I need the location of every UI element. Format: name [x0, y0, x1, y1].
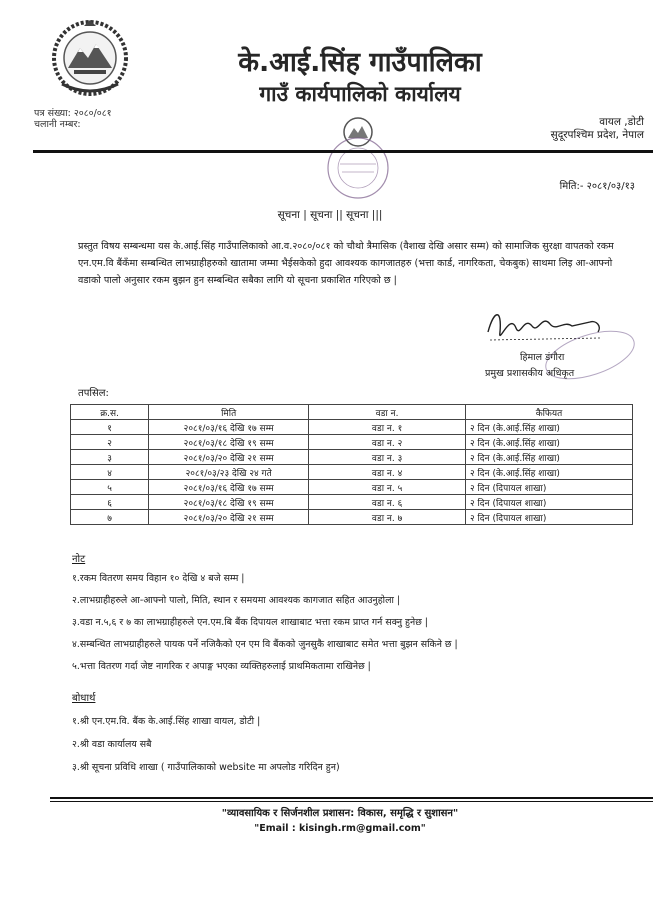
- notes-list: [72, 568, 642, 678]
- signatory-name: हिमाल डंगौरा: [520, 352, 565, 363]
- cc-item: ३.श्री सूचना प्रविधि शाखा ( गाउँपालिकाको website मा अपलोड गरिदिन हुन): [72, 762, 340, 773]
- note-item: ३.वडा न.५,६ र ७ का लाभग्राहीहरुले एन.एम.बि बैंक दिपायल शाखाबाट भत्ता रकम प्राप्त गर्न सक्नु हुनेछ |: [72, 617, 428, 628]
- column-header-ward: वडा न.: [309, 405, 466, 420]
- notice-heading: सूचना | सूचना || सूचना |||: [277, 209, 383, 221]
- cc-item: १.श्री एन.एम.वि. बैंक के.आई.सिंह शाखा वायल, डोटी |: [72, 716, 261, 727]
- remarks-cell: २ दिन (के.आई.सिंह शाखा): [465, 420, 632, 435]
- date-cell: २०८१/०३/१८ देखि १९ सम्म: [149, 435, 309, 450]
- table-row: [71, 480, 633, 495]
- notes-heading: नोट: [72, 554, 86, 565]
- municipality-emblem-icon: [50, 18, 130, 96]
- date-cell: २०८१/०३/१८ देखि १९ सम्म: [149, 495, 309, 510]
- remarks-cell: २ दिन (के.आई.सिंह शाखा): [465, 465, 632, 480]
- signatory-title: प्रमुख प्रशासकीय अधिकृत: [485, 368, 575, 379]
- footer-email: "Email : kisingh.rm@gmail.com": [254, 823, 426, 834]
- remarks-cell: २ दिन (दिपायल शाखा): [465, 510, 632, 525]
- footer-motto: "व्यावसायिक र सिर्जनशील प्रशासन: विकास, समृद्धि र सुशासन": [221, 808, 459, 819]
- ward-cell: वडा न. ६: [309, 495, 466, 510]
- date-cell: २०८१/०३/१६ देखि १७ सम्म: [149, 480, 309, 495]
- notice-body: प्रस्तुत विषय सम्बन्धमा यस के.आई.सिंह गाउँपालिकाको आ.व.२०८०/०८१ को चौथो त्रैमासिक (वैशाख देखि असार सम्म) को सामाजिक सुरक्षा वापतको रकम एन.एम.वि बैंकँमा सम्बन्धित लाभग्राहीहरुको खातामा जम्मा भैईसकेको हुदा आवश्यक कागजातहरु (भत्ता कार्ड, नागरिकता, चेकबुक) साथमा लिइ आ-आफ्नो वडाको पालो अनुसार रकम बुझन हुन सम्बन्धित सबैका लागि यो सूचना प्रकाशित गरिएको छ |: [78, 241, 614, 286]
- ward-cell: वडा न. ७: [309, 510, 466, 525]
- remarks-cell: २ दिन (दिपायल शाखा): [465, 480, 632, 495]
- ward-cell: वडा न. ३: [309, 450, 466, 465]
- note-item: १.रकम वितरण समय विहान १० देखि ४ बजे सम्म |: [72, 573, 245, 584]
- organization-name: के.आई.सिंह गाउँपालिका: [238, 47, 482, 78]
- cc-list: [72, 710, 572, 779]
- dispatch-number: चलानी नम्बर:: [34, 119, 81, 130]
- date-cell: २०८१/०३/२० देखि २१ सम्म: [149, 510, 309, 525]
- note-item: ४.सम्बन्धित लाभग्राहीहरुले पायक पर्ने नजिकैको एन एम वि बैंकको जुनसुकै शाखाबाट समेत भत्ता बुझन सकिने छ |: [72, 639, 458, 650]
- remarks-cell: २ दिन (दिपायल शाखा): [465, 495, 632, 510]
- address-line-2: सुदूरपश्चिम प्रदेश, नेपाल: [550, 129, 644, 141]
- reference-number: पत्र संख्या: २०८०/०८१: [34, 108, 112, 119]
- address-line-1: वायल ,डोटी: [599, 116, 644, 128]
- details-label: तपसिल:: [78, 388, 109, 399]
- office-stamp-icon: [318, 110, 398, 202]
- date-cell: २०८१/०३/१६ देखि १७ सम्म: [149, 420, 309, 435]
- serial-cell: ५: [71, 480, 149, 495]
- footer-divider-thin: [50, 801, 653, 802]
- cc-heading: बोधार्थ: [72, 693, 96, 704]
- remarks-cell: २ दिन (के.आई.सिंह शाखा): [465, 435, 632, 450]
- serial-cell: ७: [71, 510, 149, 525]
- distribution-schedule-table: [70, 404, 633, 525]
- table-row: [71, 450, 633, 465]
- table-row: [71, 495, 633, 510]
- serial-cell: ४: [71, 465, 149, 480]
- note-item: २.लाभग्राहीहरुले आ-आफ्नो पालो, मिति, स्थान र समयमा आवश्यक कागजात सहित आउनुहोला |: [72, 595, 401, 606]
- ward-cell: वडा न. ४: [309, 465, 466, 480]
- table-header-row: [71, 405, 633, 420]
- cc-item: २.श्री वडा कार्यालय सबै: [72, 739, 152, 750]
- serial-cell: ६: [71, 495, 149, 510]
- office-name: गाउँ कार्यपालिको कार्यालय: [259, 82, 461, 106]
- note-item: ५.भत्ता वितरण गर्दा जेष्ट नागरिक र अपाङ्ग भएका व्यक्तिहरुलाई प्राथमिकतामा राखिनेछ |: [72, 661, 371, 672]
- table-row: [71, 435, 633, 450]
- date-cell: २०८१/०३/२३ देखि २४ गते: [149, 465, 309, 480]
- serial-cell: ३: [71, 450, 149, 465]
- footer-divider: [50, 797, 653, 799]
- header-divider: [33, 150, 653, 153]
- ward-cell: वडा न. ५: [309, 480, 466, 495]
- table-row: [71, 465, 633, 480]
- notice-date: मिति:- २०८१/०३/१३: [559, 181, 635, 192]
- serial-cell: २: [71, 435, 149, 450]
- column-header-date: मिति: [149, 405, 309, 420]
- remarks-cell: २ दिन (के.आई.सिंह शाखा): [465, 450, 632, 465]
- table-row: [71, 420, 633, 435]
- date-cell: २०८१/०३/२० देखि २१ सम्म: [149, 450, 309, 465]
- ward-cell: वडा न. २: [309, 435, 466, 450]
- table-row: [71, 510, 633, 525]
- column-header-remarks: कैफियत: [465, 405, 632, 420]
- ward-cell: वडा न. १: [309, 420, 466, 435]
- column-header-serial: क्र.स.: [71, 405, 149, 420]
- serial-cell: १: [71, 420, 149, 435]
